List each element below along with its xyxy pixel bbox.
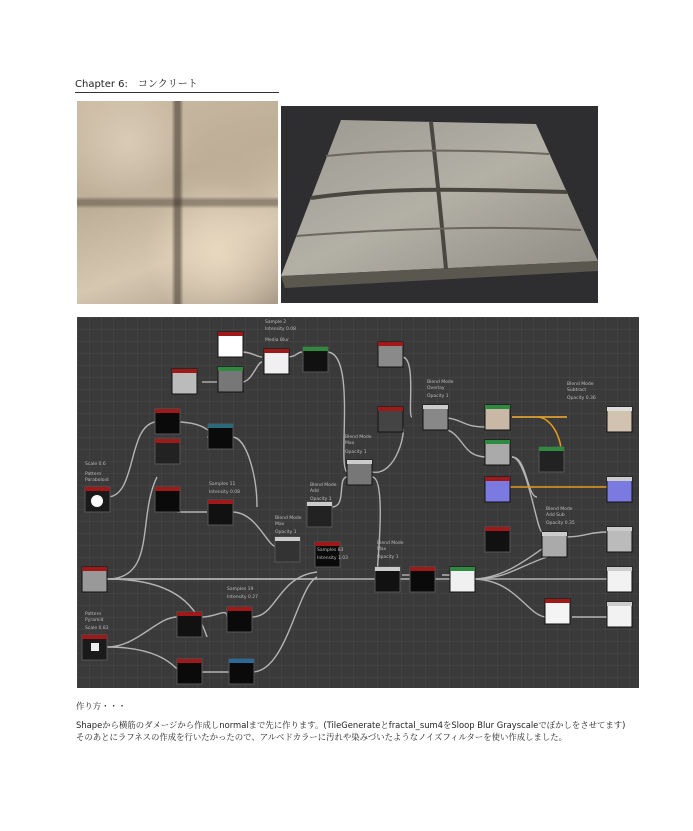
graph-label: Samples 83	[317, 548, 344, 553]
graph-label: Blend Mode	[567, 382, 594, 387]
graph-label: Pattern	[85, 472, 102, 477]
graph-label: Sample 2	[265, 320, 287, 325]
graph-label: Intensity 1.03	[317, 556, 349, 561]
concrete-plane-render	[281, 106, 598, 303]
graph-label: Blend Mode	[546, 507, 573, 512]
graph-label: Pyramid	[85, 618, 104, 623]
graph-label: Add Sub	[546, 513, 565, 518]
node-graph-canvas	[77, 317, 639, 688]
graph-label: Opacity 1	[377, 555, 399, 560]
graph-label: Opacity 1	[427, 394, 449, 399]
chapter-heading: Chapter 6: コンクリート	[75, 79, 279, 93]
graph-label: Intensity 0.27	[227, 595, 259, 600]
method-description: Shapeから横筋のダメージから作成しnormalまで先に作ります。(TileGenerateとfractal_sum4をSloop Blur Grayscaleでぼかしをさせてます) そのあとにラフネスの作成を行いたかったので、アルベドカラーに汚れや染みづいたようなノイズフィルターを使い作成しました。	[76, 720, 634, 742]
graph-label: Max	[345, 441, 355, 446]
graph-label: Blend Mode	[377, 541, 404, 546]
graph-label: Intensity 0.08	[209, 490, 241, 495]
graph-label: Opacity 0.35	[546, 521, 575, 526]
concrete-3d-preview-image	[281, 106, 598, 303]
method-heading: 作り方・・・	[76, 701, 127, 711]
graph-label: Paraboloid	[85, 478, 109, 483]
graph-label: Max	[377, 547, 387, 552]
graph-label: Media Blur	[265, 338, 289, 343]
graph-label: Blend Mode	[427, 380, 454, 385]
graph-label: Scale 0.83	[85, 626, 109, 631]
graph-label: Opacity 1	[345, 450, 367, 455]
graph-label: Pattern	[85, 612, 102, 617]
graph-label: Blend Mode	[275, 516, 302, 521]
graph-label: Opacity 1	[275, 530, 297, 535]
graph-label: Overlay	[427, 386, 445, 391]
graph-label: Add	[310, 489, 319, 494]
graph-label: Intensity 0.08	[265, 327, 297, 332]
graph-label: Blend Mode	[345, 435, 372, 440]
graph-label: Blend Mode	[310, 483, 337, 488]
graph-label: Opacity 1	[310, 497, 332, 502]
graph-label: Subtract	[567, 388, 587, 393]
node-graph-screenshot	[77, 317, 639, 688]
graph-label: Max	[275, 522, 285, 527]
concrete-texture-flat-image	[77, 101, 278, 304]
graph-label: Samples 11	[209, 482, 236, 487]
graph-label: Samples 19	[227, 587, 254, 592]
graph-label: Opacity 0.36	[567, 396, 596, 401]
graph-label: Scale 0.6	[85, 462, 106, 467]
